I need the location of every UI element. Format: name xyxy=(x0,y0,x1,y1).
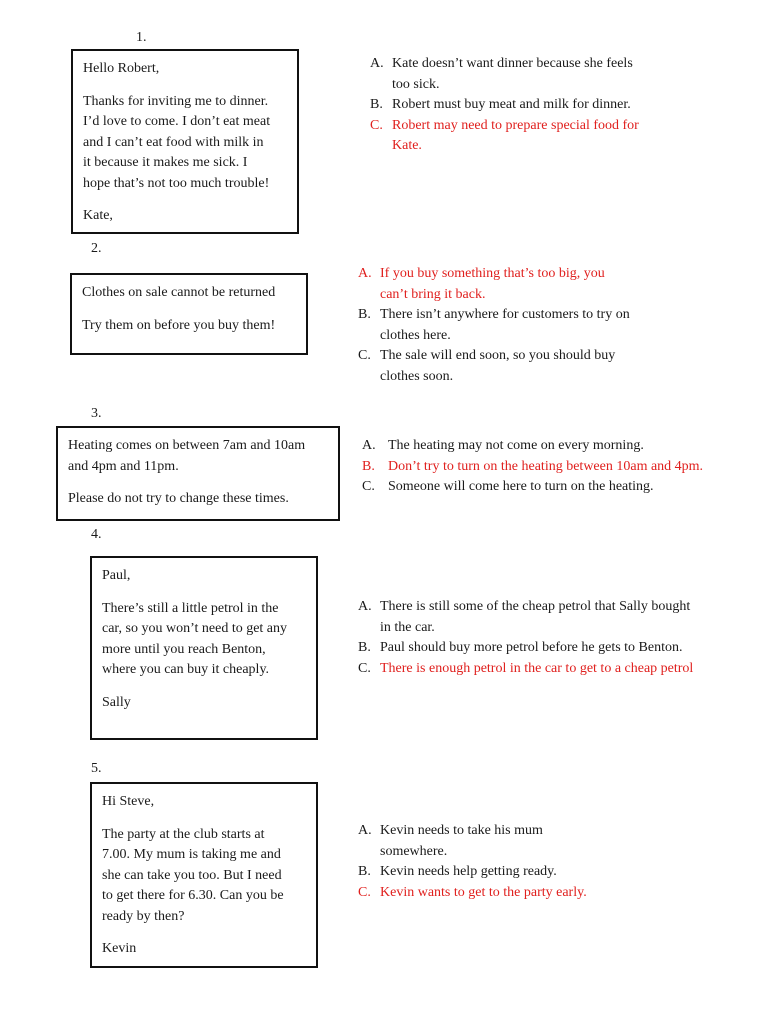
notice-body: The party at the club starts at 7.00. My mum is taking me and she can take you too. But I need to get there for 6.30. Can you be ready by then? xyxy=(102,826,284,924)
option-text: Don’t try to turn on the heating between 10am and 4pm. xyxy=(388,458,704,474)
option-letter: C. xyxy=(358,348,371,363)
notice-greeting: Hello Robert, xyxy=(83,61,160,76)
notice-line: Clothes on sale cannot be returned xyxy=(82,285,276,300)
option-letter: B. xyxy=(370,97,383,112)
option-letter: A. xyxy=(358,823,372,838)
notice-box xyxy=(71,49,299,234)
option-a[interactable] xyxy=(358,821,678,862)
question-number: 5. xyxy=(91,761,102,776)
option-text: Kevin wants to get to the party early. xyxy=(380,884,587,900)
option-c[interactable] xyxy=(362,477,742,498)
option-text: Kate doesn’t want dinner because she feels too sick. xyxy=(392,56,633,92)
notice-line: Please do not try to change these times. xyxy=(68,491,289,506)
option-text: Paul should buy more petrol before he gets to Benton. xyxy=(380,640,683,655)
option-letter: C. xyxy=(358,884,371,900)
option-text: Someone will come here to turn on the heating. xyxy=(388,479,654,494)
answer-options xyxy=(370,54,680,157)
notice-box xyxy=(56,426,340,521)
question-number: 4. xyxy=(91,527,102,542)
option-letter: C. xyxy=(358,660,371,676)
notice-body: There’s still a little petrol in the car, so you won’t need to get any more until you reach Benton, where you can buy it cheaply. xyxy=(102,600,288,677)
option-letter: B. xyxy=(362,458,375,474)
option-c[interactable] xyxy=(358,659,748,680)
option-c-correct[interactable] xyxy=(370,116,680,157)
option-text: The heating may not come on every morning. xyxy=(388,438,644,453)
option-letter: A. xyxy=(358,266,372,281)
notice-body: Thanks for inviting me to dinner. I’d love to come. I don’t eat meat and I can’t eat food with milk in it because it makes me sick. I hope that’s not too much trouble! xyxy=(83,93,271,191)
option-b[interactable] xyxy=(358,305,678,346)
notice-box xyxy=(70,273,308,355)
option-text: Robert may need to prepare special food for Kate. xyxy=(392,117,639,153)
option-b[interactable] xyxy=(358,638,748,659)
option-letter: A. xyxy=(362,438,376,453)
question-number: 1. xyxy=(136,30,147,45)
option-letter: B. xyxy=(358,307,371,322)
notice-signature: Kevin xyxy=(102,941,137,956)
option-text: There isn’t anywhere for customers to try on clothes here. xyxy=(380,307,630,343)
notice-line: Try them on before you buy them! xyxy=(82,317,276,333)
notice-box xyxy=(90,556,318,740)
option-a[interactable] xyxy=(358,597,748,638)
option-c-correct[interactable] xyxy=(358,883,678,904)
option-c[interactable] xyxy=(358,346,678,387)
answer-options xyxy=(362,436,742,498)
option-letter: C. xyxy=(370,117,383,133)
option-letter: A. xyxy=(358,599,372,614)
notice-box xyxy=(90,782,318,968)
answer-options xyxy=(358,264,678,387)
option-letter: A. xyxy=(370,56,384,71)
answer-options xyxy=(358,597,748,679)
notice-greeting: Hi Steve, xyxy=(102,794,155,809)
option-text: Robert must buy meat and milk for dinner. xyxy=(392,97,631,112)
option-letter: B. xyxy=(358,640,371,655)
option-b-correct[interactable] xyxy=(362,457,742,478)
notice-signature: Kate, xyxy=(83,208,113,223)
option-letter: B. xyxy=(358,864,371,879)
option-a[interactable] xyxy=(370,54,680,95)
option-b[interactable] xyxy=(358,862,678,883)
notice-greeting: Paul, xyxy=(102,568,131,583)
answer-options xyxy=(358,821,678,903)
option-text: The sale will end soon, so you should buy clothes soon. xyxy=(380,348,616,384)
option-text: Kevin needs to take his mum somewhere. xyxy=(380,823,543,859)
option-letter: C. xyxy=(362,479,375,494)
option-text: Kevin needs help getting ready. xyxy=(380,864,557,879)
option-text: There is enough petrol in the car to get to a cheap petrol xyxy=(380,660,694,676)
notice-line: Heating comes on between 7am and 10am and 4pm and 11pm. xyxy=(68,438,306,474)
question-number: 3. xyxy=(91,406,102,421)
option-a[interactable] xyxy=(362,436,742,457)
option-a-correct[interactable] xyxy=(358,264,678,305)
notice-signature: Sally xyxy=(102,694,131,710)
option-text: There is still some of the cheap petrol that Sally bought in the car. xyxy=(380,599,691,635)
question-number: 2. xyxy=(91,241,102,256)
option-b[interactable] xyxy=(370,95,680,116)
option-text: If you buy something that’s too big, you can’t bring it back. xyxy=(380,266,605,302)
